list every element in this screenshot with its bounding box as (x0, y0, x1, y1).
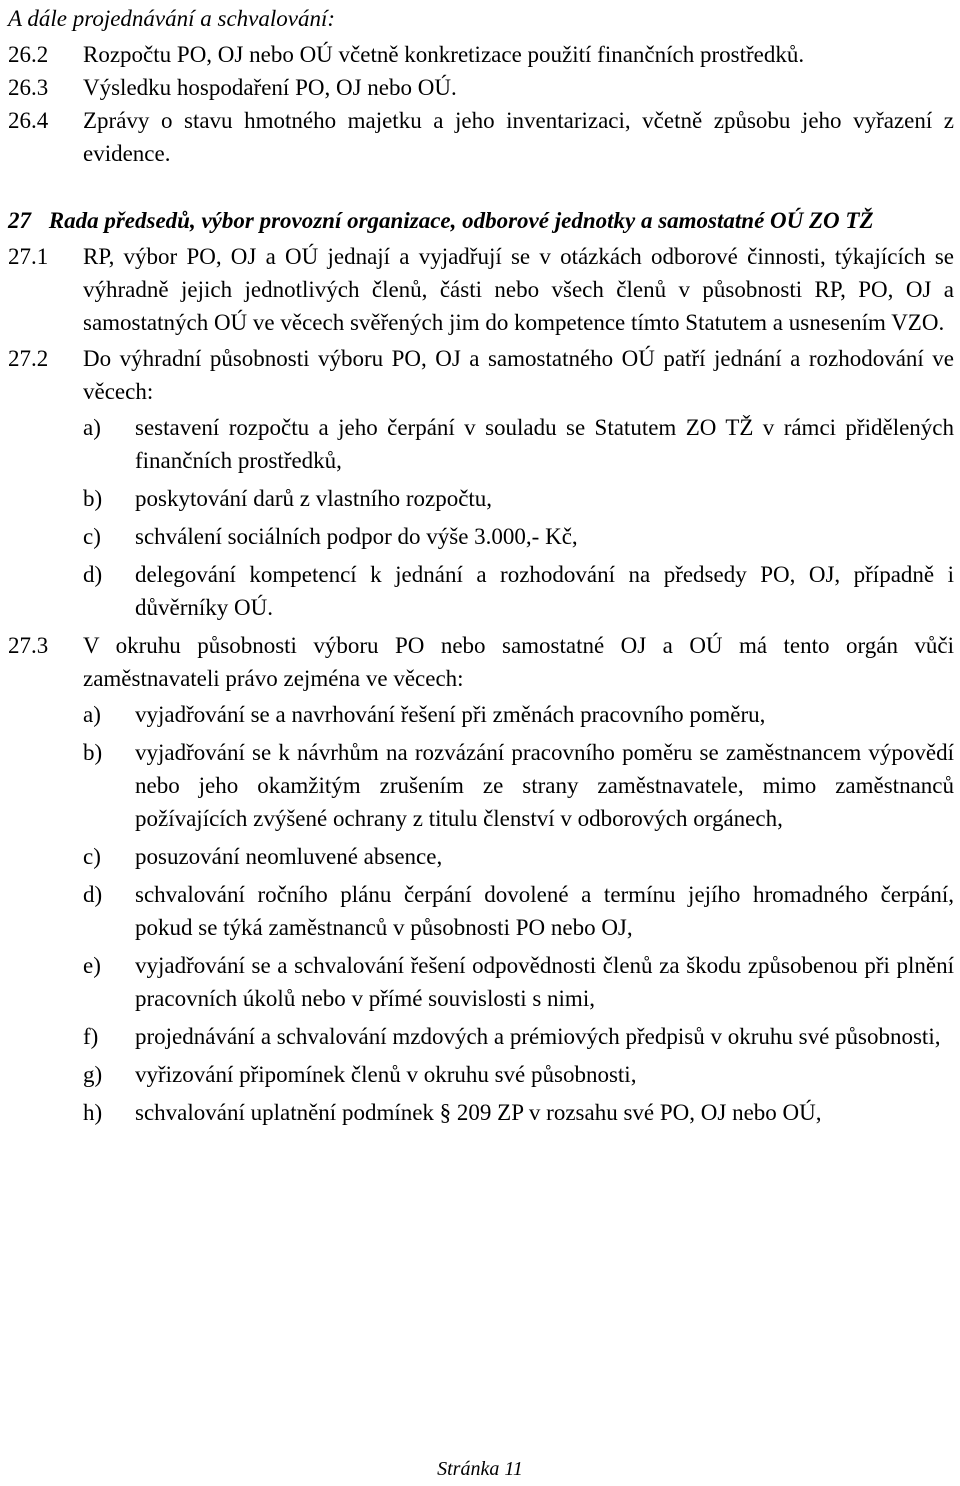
list-letter: b) (83, 486, 103, 511)
intro-text: A dále projednávání a schvalování: (8, 6, 336, 31)
clause-26-4 (8, 104, 954, 170)
list-letter: d) (83, 882, 103, 907)
clause-number: 27.1 (8, 244, 49, 269)
clause-27-3 (8, 629, 954, 1134)
list-letter: c) (83, 844, 101, 869)
clause-text: Rozpočtu PO, OJ nebo OÚ včetně konkretizace použití finančních prostředků. (83, 42, 805, 67)
list-item (83, 840, 954, 873)
list-letter: g) (83, 1062, 103, 1087)
section-27-heading (8, 204, 954, 237)
clause-number: 27.2 (8, 346, 49, 371)
list-text: projednávání a schvalování mzdových a prémiových předpisů v okruhu své působnosti, (135, 1024, 941, 1049)
list-letter: d) (83, 562, 103, 587)
clause-number: 27.3 (8, 633, 49, 658)
list-text: schválení sociálních podpor do výše 3.000,- Kč, (135, 524, 578, 549)
list-letter: a) (83, 702, 101, 727)
list-item (83, 1096, 954, 1129)
list-text: poskytování darů z vlastního rozpočtu, (135, 486, 493, 511)
clause-text: Zprávy o stavu hmotného majetku a jeho inventarizaci, včetně způsobu jeho vyřazení z evidence. (83, 108, 954, 166)
list-text: schvalování uplatnění podmínek § 209 ZP v rozsahu své PO, OJ nebo OÚ, (135, 1100, 822, 1125)
list-item (83, 949, 954, 1015)
list-text: vyjadřování se k návrhům na rozvázání pracovního poměru se zaměstnancem výpovědí nebo jeho okamžitým zrušením ze strany zaměstnavatele, mimo zaměstnanců požívajících zvýšené ochrany z titulu členství v odborových orgánech, (135, 740, 954, 831)
clause-27-2 (8, 342, 954, 629)
clause-text: Do výhradní působnosti výboru PO, OJ a samostatného OÚ patří jednání a rozhodování ve věcech: (83, 346, 954, 404)
list-text: sestavení rozpočtu a jeho čerpání v souladu se Statutem ZO TŽ v rámci přidělených finančních prostředků, (135, 415, 954, 473)
section-number: 27 (8, 208, 31, 233)
clause-27-2-list (83, 411, 954, 624)
list-text: vyjadřování se a navrhování řešení při změnách pracovního poměru, (135, 702, 766, 727)
clause-27-1 (8, 240, 954, 339)
list-text: delegování kompetencí k jednání a rozhodování na předsedy PO, OJ, případně i důvěrníky OÚ. (135, 562, 954, 620)
list-letter: c) (83, 524, 101, 549)
clause-text: RP, výbor PO, OJ a OÚ jednají a vyjadřují se v otázkách odborové činnosti, týkajících se výhradně jejich jednotlivých členů, části nebo všech členů v působnosti RP, PO, OJ a samostatných OÚ ve věcech svěřených jim do kompetence tímto Statutem a usnesením VZO. (83, 244, 954, 335)
list-letter: h) (83, 1100, 103, 1125)
clause-number: 26.3 (8, 75, 49, 100)
list-item (83, 698, 954, 731)
list-item (83, 736, 954, 835)
list-letter: b) (83, 740, 103, 765)
section-title: Rada předsedů, výbor provozní organizace, odborové jednotky a samostatné OÚ ZO TŽ (48, 208, 874, 233)
clause-27-3-list (83, 698, 954, 1129)
clause-number: 26.2 (8, 42, 49, 67)
list-letter: a) (83, 415, 101, 440)
document-page (8, 2, 954, 1134)
list-item (83, 1058, 954, 1091)
list-text: vyjadřování se a schvalování řešení odpovědnosti členů za škodu způsobenou při plnění pracovních úkolů nebo v přímé souvislosti s nimi, (135, 953, 954, 1011)
list-item (83, 878, 954, 944)
list-letter: f) (83, 1024, 99, 1049)
list-item (83, 558, 954, 624)
list-item (83, 482, 954, 515)
list-text: posuzování neomluvené absence, (135, 844, 443, 869)
list-item (83, 1020, 954, 1053)
list-item (83, 520, 954, 553)
list-text: schvalování ročního plánu čerpání dovolené a termínu jejího hromadného čerpání, pokud se týká zaměstnanců v působnosti PO nebo OJ, (135, 882, 954, 940)
clause-26-2 (8, 38, 954, 71)
clause-text: Výsledku hospodaření PO, OJ nebo OÚ. (83, 75, 457, 100)
list-text: vyřizování připomínek členů v okruhu své působnosti, (135, 1062, 637, 1087)
list-item (83, 411, 954, 477)
list-letter: e) (83, 953, 101, 978)
page-number: Stránka 11 (437, 1458, 523, 1480)
clause-number: 26.4 (8, 108, 49, 133)
clause-26-3 (8, 71, 954, 104)
clause-text: V okruhu působnosti výboru PO nebo samostatné OJ a OÚ má tento orgán vůči zaměstnavateli právo zejména ve věcech: (83, 633, 954, 691)
